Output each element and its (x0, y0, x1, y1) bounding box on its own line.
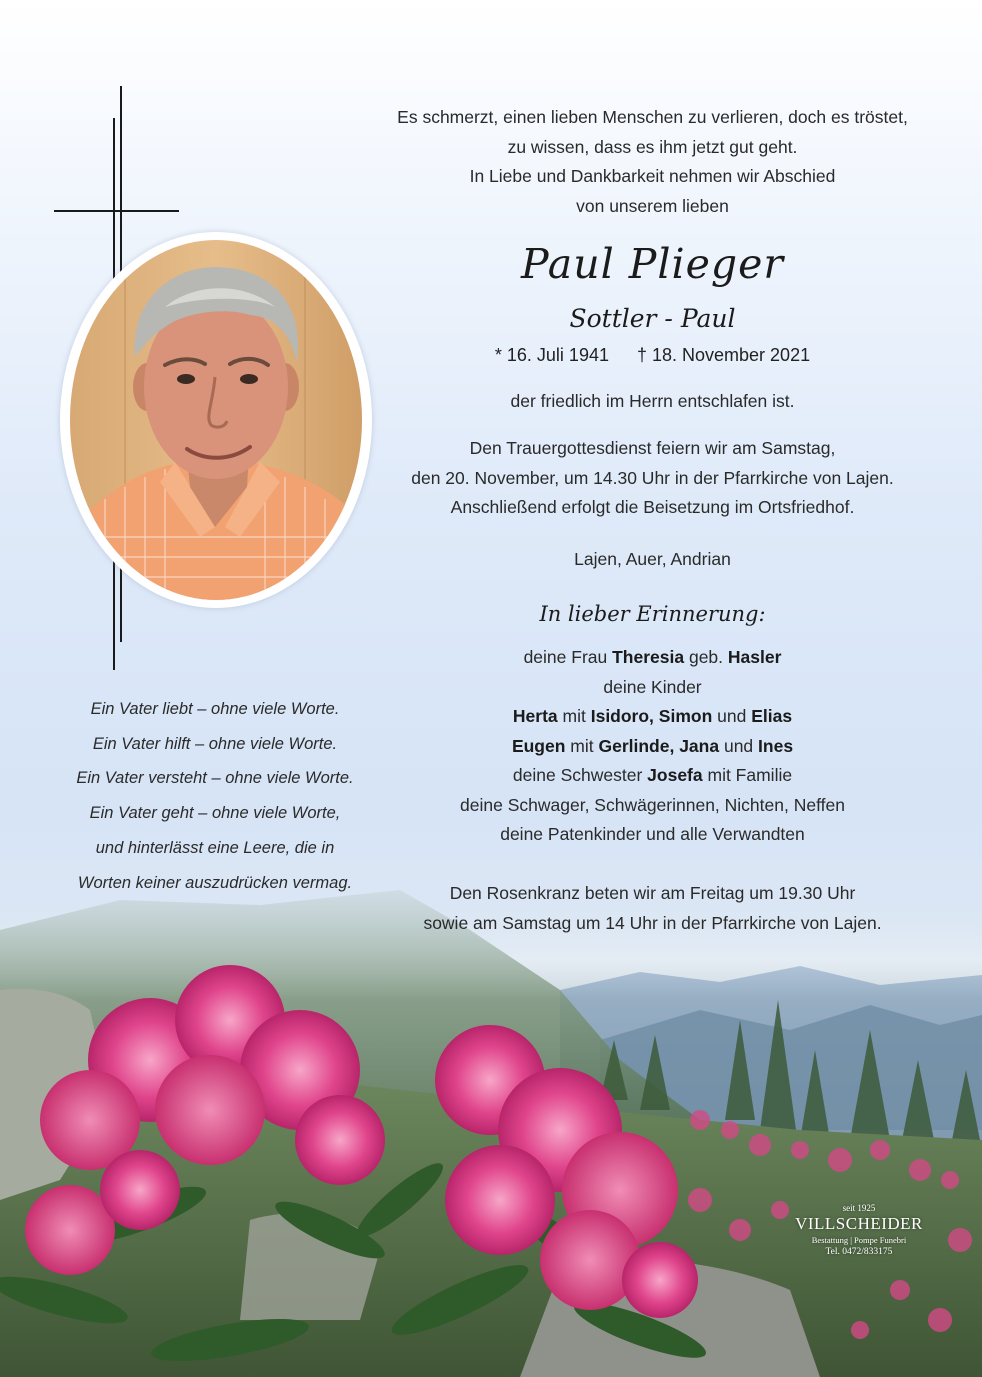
mourner-text: mit (565, 735, 599, 756)
logo-subtitle: Bestattung | Pompe Funebri (811, 1235, 907, 1245)
mourner-line (380, 643, 925, 673)
life-dates (380, 340, 925, 370)
mourner-text: deine Frau (523, 647, 613, 667)
mourner-text: mit Familie (702, 765, 793, 785)
mourner-name: Elias (751, 706, 793, 726)
mourner-text: deine Schwester (512, 765, 648, 785)
mourner-name: Isidoro, Simon (590, 706, 713, 726)
intro-text (380, 103, 925, 221)
mourner-line (380, 732, 925, 762)
mourner-name: Josefa (647, 765, 703, 785)
mourner-text: deine Kinder (603, 676, 702, 697)
intro-line: von unserem lieben (576, 195, 729, 216)
mourner-text: deine Schwager, Schwägerinnen, Nichten, Neffen (460, 794, 845, 815)
poem-line: und hinterlässt eine Leere, die in (95, 838, 335, 857)
poem-line: Ein Vater liebt – ohne viele Worte. (90, 700, 340, 718)
mourner-name: Ines (758, 735, 794, 756)
passed-text (380, 387, 925, 417)
intro-line: In Liebe und Dankbarkeit nehmen wir Abschied (469, 166, 836, 186)
funeral-text (380, 434, 925, 523)
mourner-line (380, 702, 925, 732)
intro-line: zu wissen, dass es ihm jetzt gut geht. (507, 136, 798, 157)
death-date: † 18. November 2021 (636, 345, 811, 365)
mourner-line (380, 673, 925, 703)
mourner-name: Herta (512, 706, 558, 726)
rosary-line: Den Rosenkranz beten wir am Freitag um 19.30 Uhr (449, 883, 856, 903)
funeral-line: Anschließend erfolgt die Beisetzung im Ortsfriedhof. (450, 497, 855, 517)
deceased-name: Paul Plieger (521, 240, 784, 288)
rosary-text (380, 879, 925, 938)
deceased-nickname: Sottler - Paul (569, 304, 736, 333)
portrait-photo (60, 232, 372, 608)
rosary-line: sowie am Samstag um 14 Uhr in der Pfarrkirche von Lajen. (423, 912, 882, 933)
birth-date: * 16. Juli 1941 (494, 345, 609, 365)
funeral-home-logo (786, 1203, 932, 1259)
mourner-text: geb. (684, 647, 728, 667)
mourner-text: und (712, 706, 752, 726)
funeral-line: den 20. November, um 14.30 Uhr in der Pfarrkirche von Lajen. (411, 467, 894, 488)
intro-line: Es schmerzt, einen lieben Menschen zu verlieren, doch es tröstet, (397, 107, 908, 127)
logo-phone: Tel. 0472/833175 (825, 1247, 893, 1257)
places (380, 545, 925, 575)
mourner-line (380, 791, 925, 821)
mourner-text: mit (557, 706, 591, 726)
mourner-line (380, 820, 925, 850)
portrait-image (65, 237, 367, 603)
mourner-text: deine Patenkinder und alle Verwandten (500, 824, 805, 844)
cross-horizontal-bar (54, 210, 179, 212)
funeral-line: Den Trauergottesdienst feiern wir am Samstag, (469, 438, 836, 458)
mourner-name: Theresia (612, 647, 685, 667)
places-line: Lajen, Auer, Andrian (574, 549, 731, 569)
logo-since: seit 1925 (842, 1203, 876, 1213)
memory-heading: In lieber Erinnerung: (539, 602, 766, 626)
mourner-name: Hasler (727, 647, 782, 667)
poem (40, 692, 390, 900)
poem-line: Worten keiner auszudrücken vermag. (77, 873, 353, 892)
logo-brand: VILLSCHEIDER (795, 1214, 923, 1233)
mourner-name: Eugen (511, 735, 566, 756)
mourner-text: und (719, 735, 759, 756)
poem-line: Ein Vater geht – ohne viele Worte, (89, 804, 341, 823)
passed-line: der friedlich im Herrn entschlafen ist. (510, 391, 795, 411)
poem-line: Ein Vater versteht – ohne viele Worte. (76, 769, 354, 788)
mourners-list (380, 643, 925, 850)
mourner-line (380, 761, 925, 791)
poem-line: Ein Vater hilft – ohne viele Worte. (92, 734, 338, 753)
mourner-name: Gerlinde, Jana (598, 735, 720, 756)
